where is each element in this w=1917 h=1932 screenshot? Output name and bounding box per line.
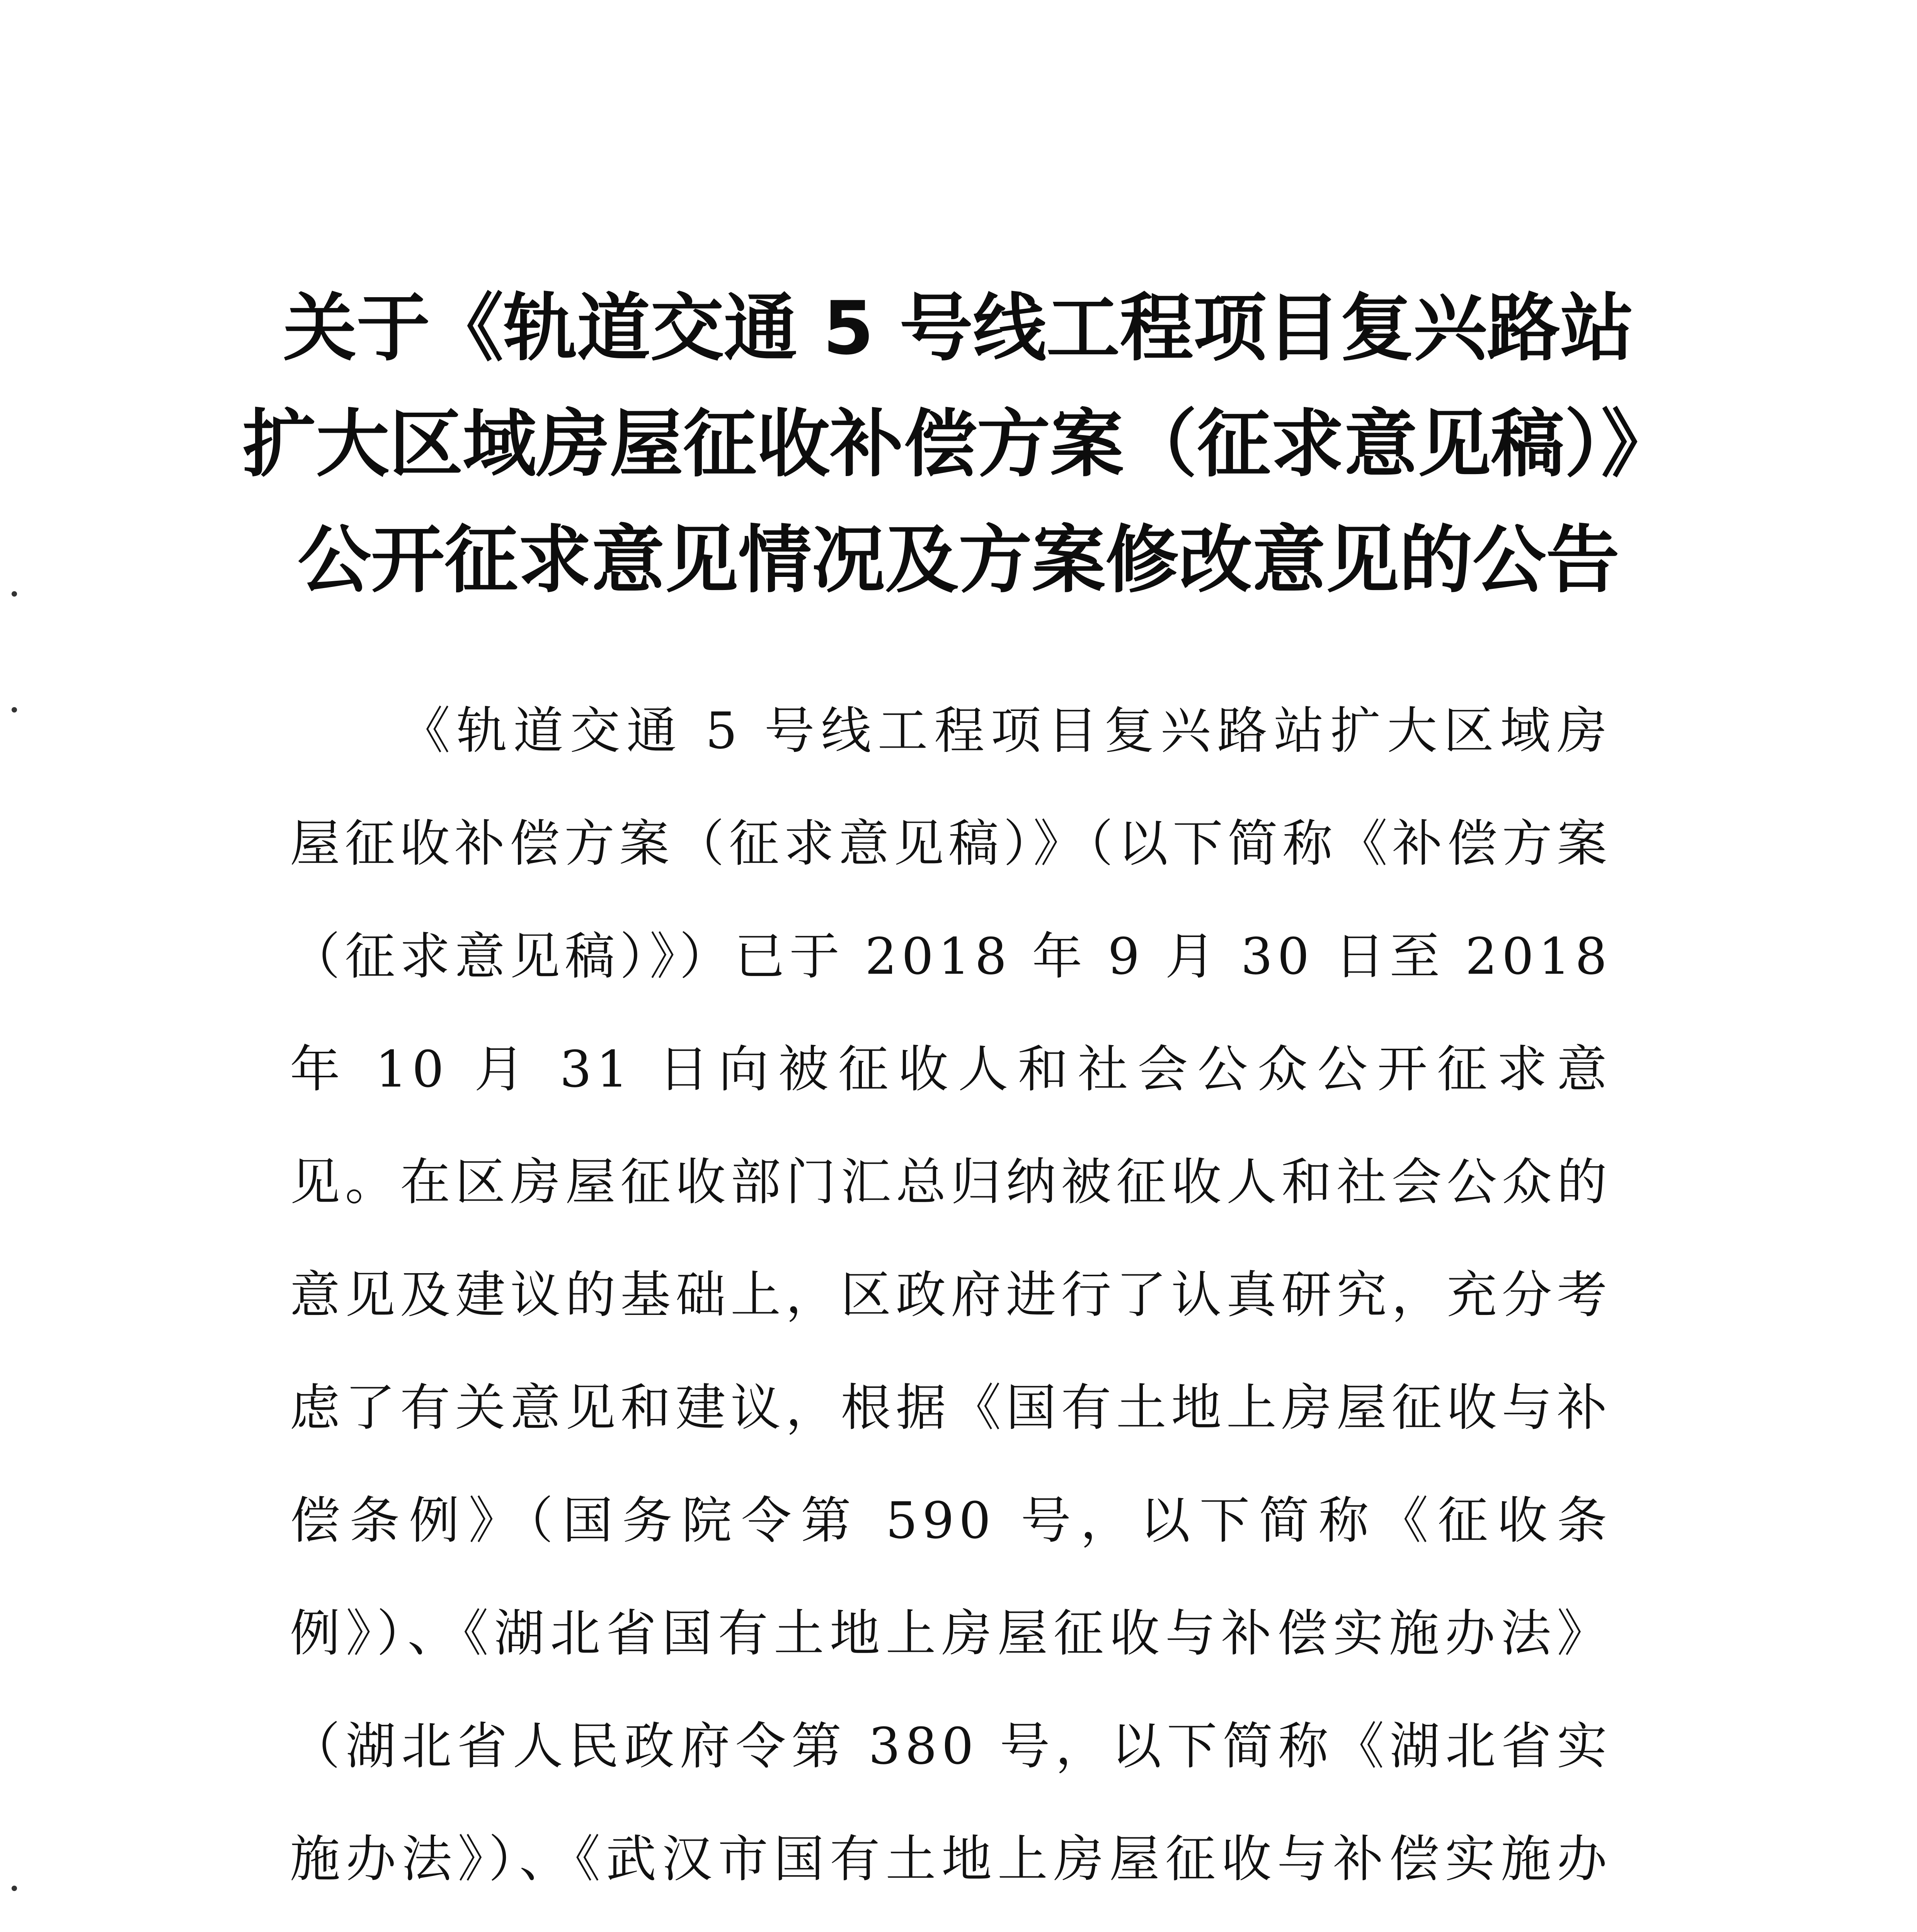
title-line-2: 扩大区域房屋征收补偿方案（征求意见稿）》 bbox=[242, 401, 1675, 487]
title-line-3: 公开征求意见情况及方案修改意见的公告 bbox=[297, 517, 1619, 603]
document-body bbox=[290, 674, 1612, 1932]
intro-paragraph: 《轨道交通 5 号线工程项目复兴路站扩大区域房屋征收补偿方案（征求意见稿）》（以下简称《补偿方案（征求意见稿）》）已于 2018 年 9 月 30 日至 2018 年 10 月 31 日向被征收人和社会公众公开征求意见。在区房屋征收部门汇总归纳被征收人和社会公众的意见及建议的基础上，区政府进行了认真研究，充分考虑了有关意见和建议，根据《国有土地上房屋征收与补偿条例》（国务院令第 590 号，以下简称《征收条例》）、《湖北省国有土地上房屋征收与补偿实施办法》（湖北省人民政府令第 380 号，以下简称《湖北省实施办法》）、《武汉市国有土地上房屋征收与补偿实施办 bbox=[290, 701, 1612, 1888]
scan-speck bbox=[12, 707, 17, 713]
document-title bbox=[0, 270, 1917, 618]
scan-speck bbox=[12, 1886, 17, 1891]
title-line-1: 关于《轨道交通 5 号线工程项目复兴路站 bbox=[283, 286, 1634, 371]
